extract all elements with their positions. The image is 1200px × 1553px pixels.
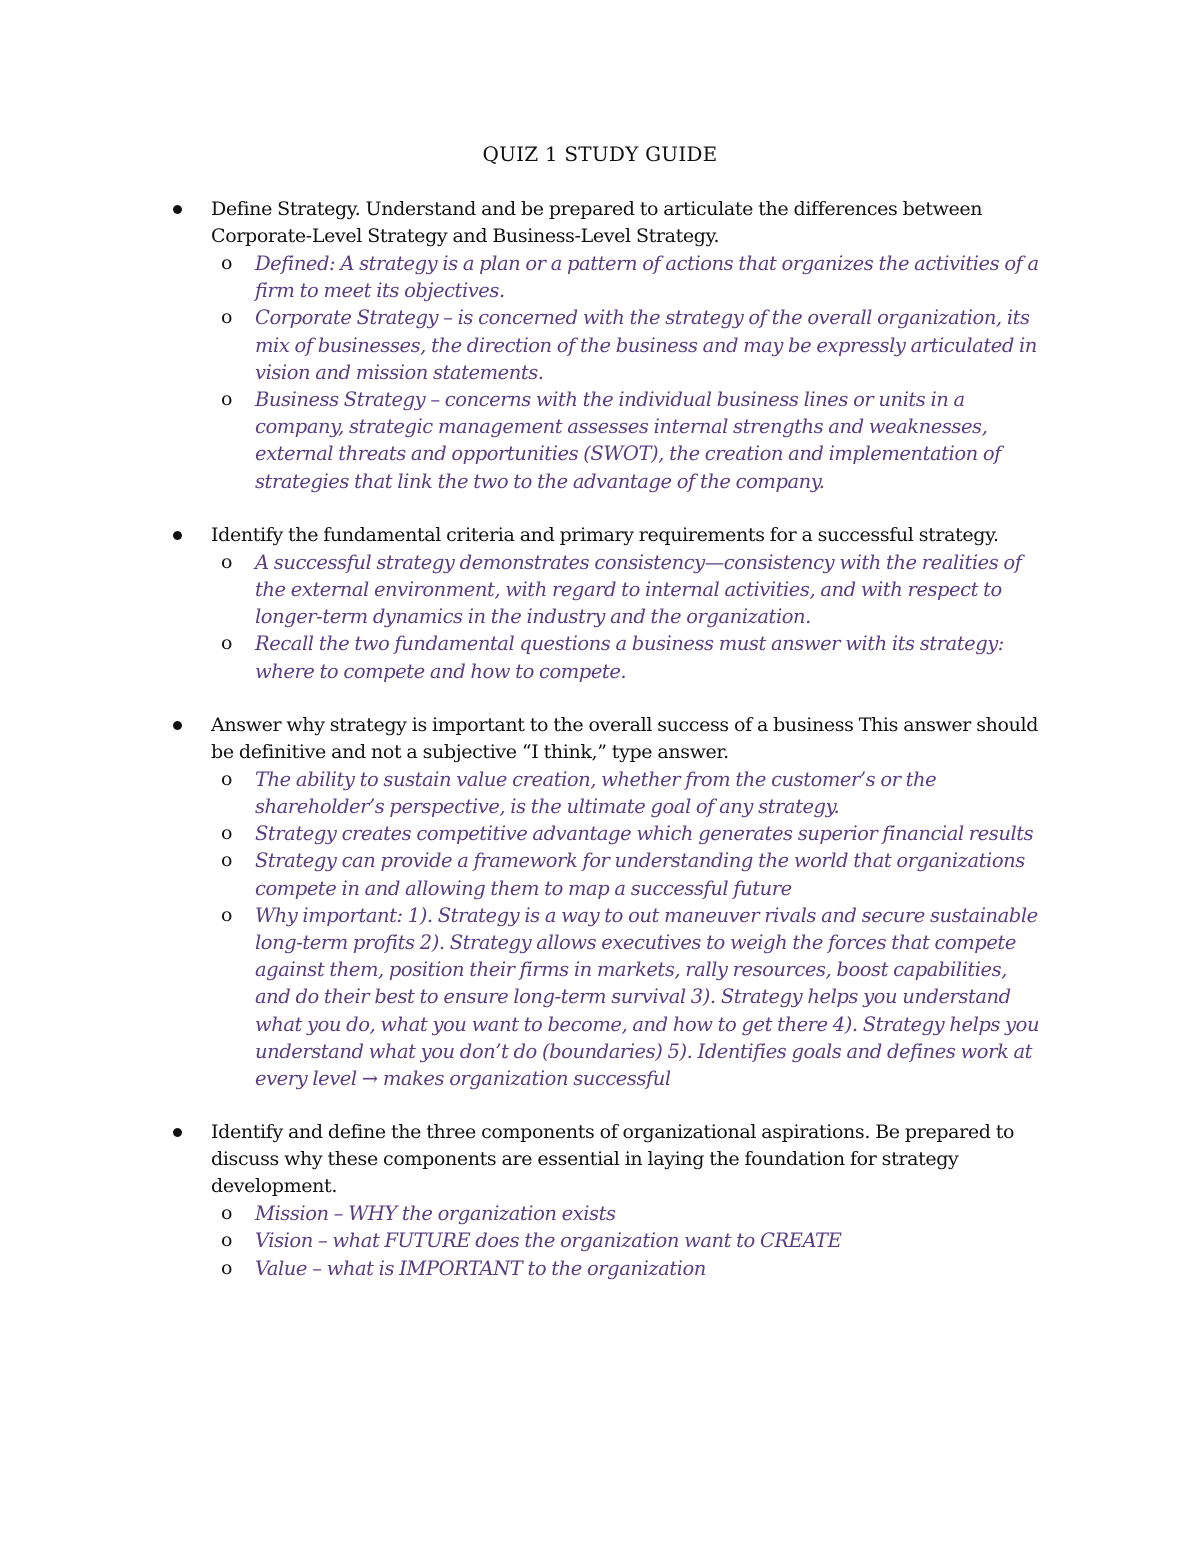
sub-bullet-icon: o (221, 849, 232, 872)
answer-text: Defined: A strategy is a plan or a pattern of actions that organizes the activities of a firm to meet its objectives. (255, 252, 1039, 303)
answer-list (211, 250, 1041, 495)
sub-bullet-icon: o (221, 1256, 232, 1279)
sub-bullet-icon: o (221, 1202, 232, 1225)
sub-bullet-icon: o (221, 632, 232, 655)
sub-bullet-icon: o (221, 767, 232, 790)
question-text: Identify and define the three components of organizational aspirations. Be prepared to discuss why these components are essential in laying the foundation for strategy development. (211, 1121, 1015, 1198)
answer-list (211, 549, 1041, 685)
sub-bullet-icon: o (221, 388, 232, 411)
question-text: Identify the fundamental criteria and primary requirements for a successful strategy. (211, 523, 999, 546)
question-section-3 (211, 712, 1041, 1092)
answer-item (211, 1227, 1041, 1254)
answer-list (211, 766, 1041, 1092)
answer-text: Business Strategy – concerns with the individual business lines or units in a company, strategic management assesses internal strengths and weaknesses, external threats and opportunities (SWOT), the creation and implementation of strategies that link the two to the advantage of the company. (255, 388, 1001, 493)
sub-bullet-icon: o (221, 306, 232, 329)
question-text: Define Strategy. Understand and be prepared to articulate the differences between Corporate-Level Strategy and Business-Level Strategy. (211, 198, 983, 247)
answer-text: Recall the two fundamental questions a business must answer with its strategy: where to compete and how to compete. (255, 632, 1004, 683)
answer-item (211, 250, 1041, 304)
sub-bullet-icon: o (221, 252, 232, 274)
answer-item (211, 847, 1041, 901)
sub-bullet-icon: o (221, 1229, 232, 1252)
document-title: QUIZ 1 STUDY GUIDE (482, 142, 718, 166)
answer-text: A successful strategy demonstrates consistency—consistency with the realities of the external environment, with regard to internal activities, and with respect to longer-term dynamics in the industry and the organization. (255, 550, 1022, 629)
answer-item (211, 766, 1041, 820)
question-section-1 (211, 196, 1041, 495)
answer-text: Mission – WHY the organization exists (255, 1202, 616, 1226)
study-guide-content (211, 196, 1041, 1309)
answer-text: Why important: 1). Strategy is a way to out maneuver rivals and secure sustainable long-term profits 2). Strategy allows executives to weigh the forces that compete against them, position their firms in markets, rally resources, boost capabilities, and do their best to ensure long-term survival 3). Strategy helps you understand what you do, what you want to become, and how to get there 4). Strategy helps you understand what you don’t do (boundaries) 5). Identifies goals and defines work at every level → makes organization successful (255, 903, 1040, 1091)
bullet-dot-icon (173, 531, 182, 540)
sub-bullet-icon: o (221, 822, 232, 845)
answer-text: Strategy creates competitive advantage which generates superior financial results (255, 822, 1034, 846)
answer-text: Corporate Strategy – is concerned with the strategy of the overall organization, its mix of businesses, the direction of the business and may be expressly articulated in vision and mission statements. (255, 306, 1037, 384)
bullet-dot-icon (173, 205, 182, 214)
answer-text: Value – what is IMPORTANT to the organization (255, 1256, 706, 1280)
answer-text: The ability to sustain value creation, whether from the customer’s or the shareholder’s perspective, is the ultimate goal of any strategy. (255, 767, 937, 819)
answer-item (211, 820, 1041, 847)
answer-item (211, 549, 1041, 631)
answer-item (211, 304, 1041, 386)
bullet-dot-icon (173, 721, 182, 730)
answer-item (211, 1200, 1041, 1227)
answer-item (211, 1255, 1041, 1282)
answer-text: Vision – what FUTURE does the organization want to CREATE (255, 1229, 842, 1253)
sub-bullet-icon: o (221, 903, 232, 926)
answer-text: Strategy can provide a framework for understanding the world that organizations compete in and allowing them to map a successful future (255, 849, 1025, 900)
answer-item (211, 386, 1041, 495)
question-text: Answer why strategy is important to the overall success of a business This answer should be definitive and not a subjective “I think,” type answer. (211, 713, 1039, 763)
answer-item (211, 902, 1041, 1092)
sub-bullet-icon: o (221, 550, 232, 573)
answer-item (211, 630, 1041, 684)
question-section-2 (211, 522, 1041, 685)
question-section-4 (211, 1119, 1041, 1282)
answer-list (211, 1200, 1041, 1282)
bullet-dot-icon (173, 1128, 182, 1137)
